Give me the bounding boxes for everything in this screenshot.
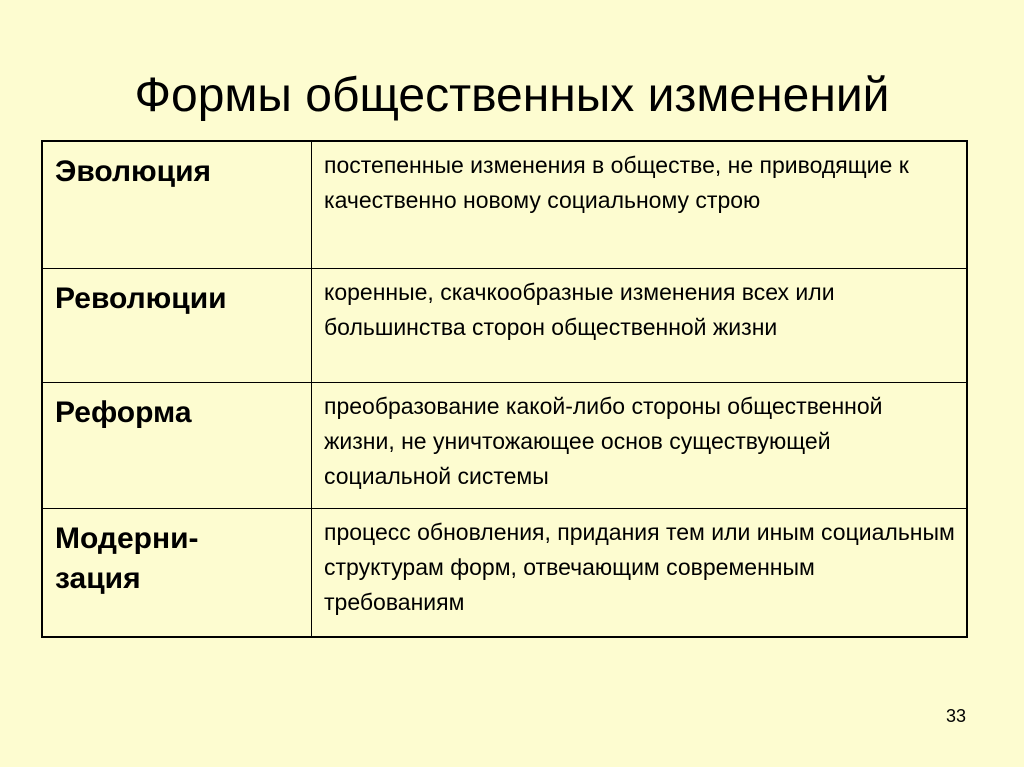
page-number: 33: [945, 706, 966, 726]
definition-evolution: постепенные изменения в обществе, не приводящие к качественно новому социальному строю: [324, 152, 909, 213]
definition-cell: [312, 382, 968, 508]
definition-modernization: процесс обновления, придания тем или иным социальным структурам форм, отвечающим современным требованиям: [324, 518, 955, 615]
term-revolution: Революции: [55, 281, 227, 315]
table-row-revolution: [42, 268, 967, 382]
table-row-modernization: [42, 508, 967, 637]
table-row-evolution: [42, 141, 967, 268]
forms-table: [41, 140, 968, 638]
term-reform: Реформа: [55, 395, 192, 429]
definition-revolution: коренные, скачкообразные изменения всех или большинства сторон общественной жизни: [324, 278, 835, 340]
term-evolution: Эволюция: [55, 155, 212, 188]
term-modernization: Модерни- зация: [55, 521, 199, 595]
term-cell: [42, 141, 312, 268]
definition-cell: [312, 268, 968, 382]
table-row-reform: [42, 382, 967, 508]
definition-reform: преобразование какой-либо стороны общественной жизни, не уничтожающее основ существующей социальной системы: [324, 392, 883, 489]
term-cell: [42, 508, 312, 637]
definition-cell: [312, 508, 968, 637]
slide-title: Формы общественных изменений: [134, 69, 890, 122]
term-cell: [42, 268, 312, 382]
term-cell: [42, 382, 312, 508]
definition-cell: [312, 141, 968, 268]
